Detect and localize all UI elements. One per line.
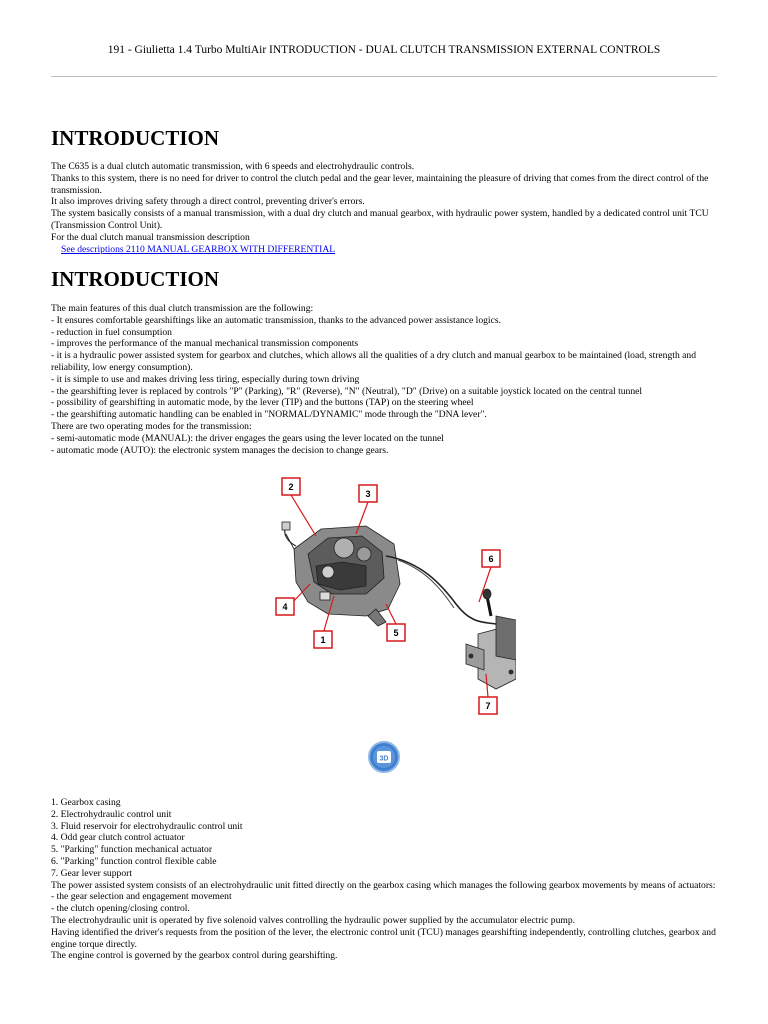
manual-gearbox-link[interactable]: See descriptions 2110 MANUAL GEARBOX WITH DIFFERENTIAL (61, 243, 336, 255)
legend-item: 1. Gearbox casing (51, 797, 121, 808)
paragraph: For the dual clutch manual transmission description (51, 231, 250, 243)
text-line: The main features of this dual clutch transmission are the following: (51, 303, 314, 314)
callout-2-label: 2 (288, 482, 294, 492)
text-line: - improves the performance of the manual mechanical transmission components (51, 338, 359, 350)
legend-item: 3. Fluid reservoir for electrohydraulic control unit (51, 820, 243, 832)
text-line: The power assisted system consists of an electrohydraulic unit fitted directly on the gearbox casing which manages the following gearbox movements by means of actuators: (51, 879, 716, 891)
text-line: - it is simple to use and makes driving less tiring, especially during town driving (51, 373, 360, 385)
legend-item: 2. Electrohydraulic control unit (51, 808, 172, 820)
transmission-diagram (216, 474, 516, 718)
text-line: - semi-automatic mode (MANUAL): the driver engages the gears using the lever located on the tunnel (51, 432, 444, 444)
callout-3 (359, 485, 377, 502)
callout-5 (387, 624, 405, 641)
legend-item: 7. Gear lever support (51, 867, 132, 879)
text-line: The engine control is governed by the gearbox control during gearshifting. (51, 950, 338, 962)
text-line: - It ensures comfortable gearshiftings like an automatic transmission, thanks to the advanced power assistance logics. (51, 314, 501, 326)
callout-5-label: 5 (393, 628, 399, 638)
callout-3-label: 3 (365, 489, 371, 499)
callout-2 (282, 478, 300, 495)
legend-text-block (51, 797, 717, 962)
callout-6-label: 6 (488, 554, 494, 564)
text-line: - it is a hydraulic power assisted system for gearbox and clutches, which allows all the qualities of a dry clutch and manual gearbox to be maintained (load, strength and reliability, low energy consumption). (51, 350, 696, 373)
3d-view-icon[interactable] (367, 740, 401, 774)
section-heading-introduction-2: INTRODUCTION (51, 267, 220, 291)
text-line: - reduction in fuel consumption (51, 326, 172, 338)
callout-6 (482, 550, 500, 567)
link-line (51, 244, 717, 256)
text-line: - automatic mode (AUTO): the electronic system manages the decision to change gears. (51, 444, 389, 456)
callout-4-label: 4 (282, 602, 288, 612)
text-line: - the gearshifting automatic handling can be enabled in "NORMAL/DYNAMIC" mode through the "DNA lever". (51, 409, 487, 421)
paragraph: Thanks to this system, there is no need for driver to control the clutch pedal and the gear lever, maintaining the pleasure of driving that comes from the direct control of the transmission. (51, 172, 709, 196)
text-line: Having identified the driver's requests from the position of the lever, the electronic control unit (TCU) manages gearshifting independently, controlling clutches, gearbox and engine torque directly. (51, 926, 716, 950)
text-line: - the gearshifting lever is replaced by controls "P" (Parking), "R" (Reverse), "N" (Neutral), "D" (Drive) on a suitable joystick located on the central tunnel (51, 385, 643, 397)
text-line: - the clutch opening/closing control. (51, 903, 190, 915)
legend-item: 5. "Parking" function mechanical actuator (51, 844, 213, 856)
features-text-block (51, 303, 717, 456)
text-line: - the gear selection and engagement movement (51, 891, 232, 903)
callout-7 (479, 697, 497, 714)
intro-text-block (51, 161, 717, 255)
text-line: - possibility of gearshifting in automatic mode, by the lever (TIP) and the buttons (TAP) on the steering wheel (51, 397, 474, 409)
text-line: There are two operating modes for the transmission: (51, 420, 252, 432)
callout-1 (314, 631, 332, 648)
legend-item: 4. Odd gear clutch control actuator (51, 832, 185, 844)
gear-lever-support-illustration (466, 589, 516, 689)
page-header: 191 - Giulietta 1.4 Turbo MultiAir INTRODUCTION - DUAL CLUTCH TRANSMISSION EXTERNAL CONTROLS (107, 44, 661, 56)
legend-item: 6. "Parking" function control flexible cable (51, 855, 217, 867)
section-heading-introduction-1: INTRODUCTION (51, 126, 220, 150)
gearbox-illustration (282, 522, 400, 626)
svg-text:3D: 3D (379, 755, 389, 763)
text-line: The electrohydraulic unit is operated by five solenoid valves controlling the hydraulic power supplied by the accumulator electric pump. (51, 914, 576, 926)
paragraph: The system basically consists of a manual transmission, with a dual dry clutch and manual gearbox, with hydraulic power system, handled by a dedicated control unit TCU (Transmission Control Unit). (51, 208, 709, 231)
callout-4 (276, 598, 294, 615)
callout-1-label: 1 (320, 635, 326, 645)
paragraph: The C635 is a dual clutch automatic transmission, with 6 speeds and electrohydraulic controls. (51, 161, 415, 172)
callout-7-label: 7 (485, 701, 491, 711)
paragraph: It also improves driving safety through a direct control, preventing driver's errors. (51, 196, 365, 208)
header-divider (51, 76, 717, 77)
